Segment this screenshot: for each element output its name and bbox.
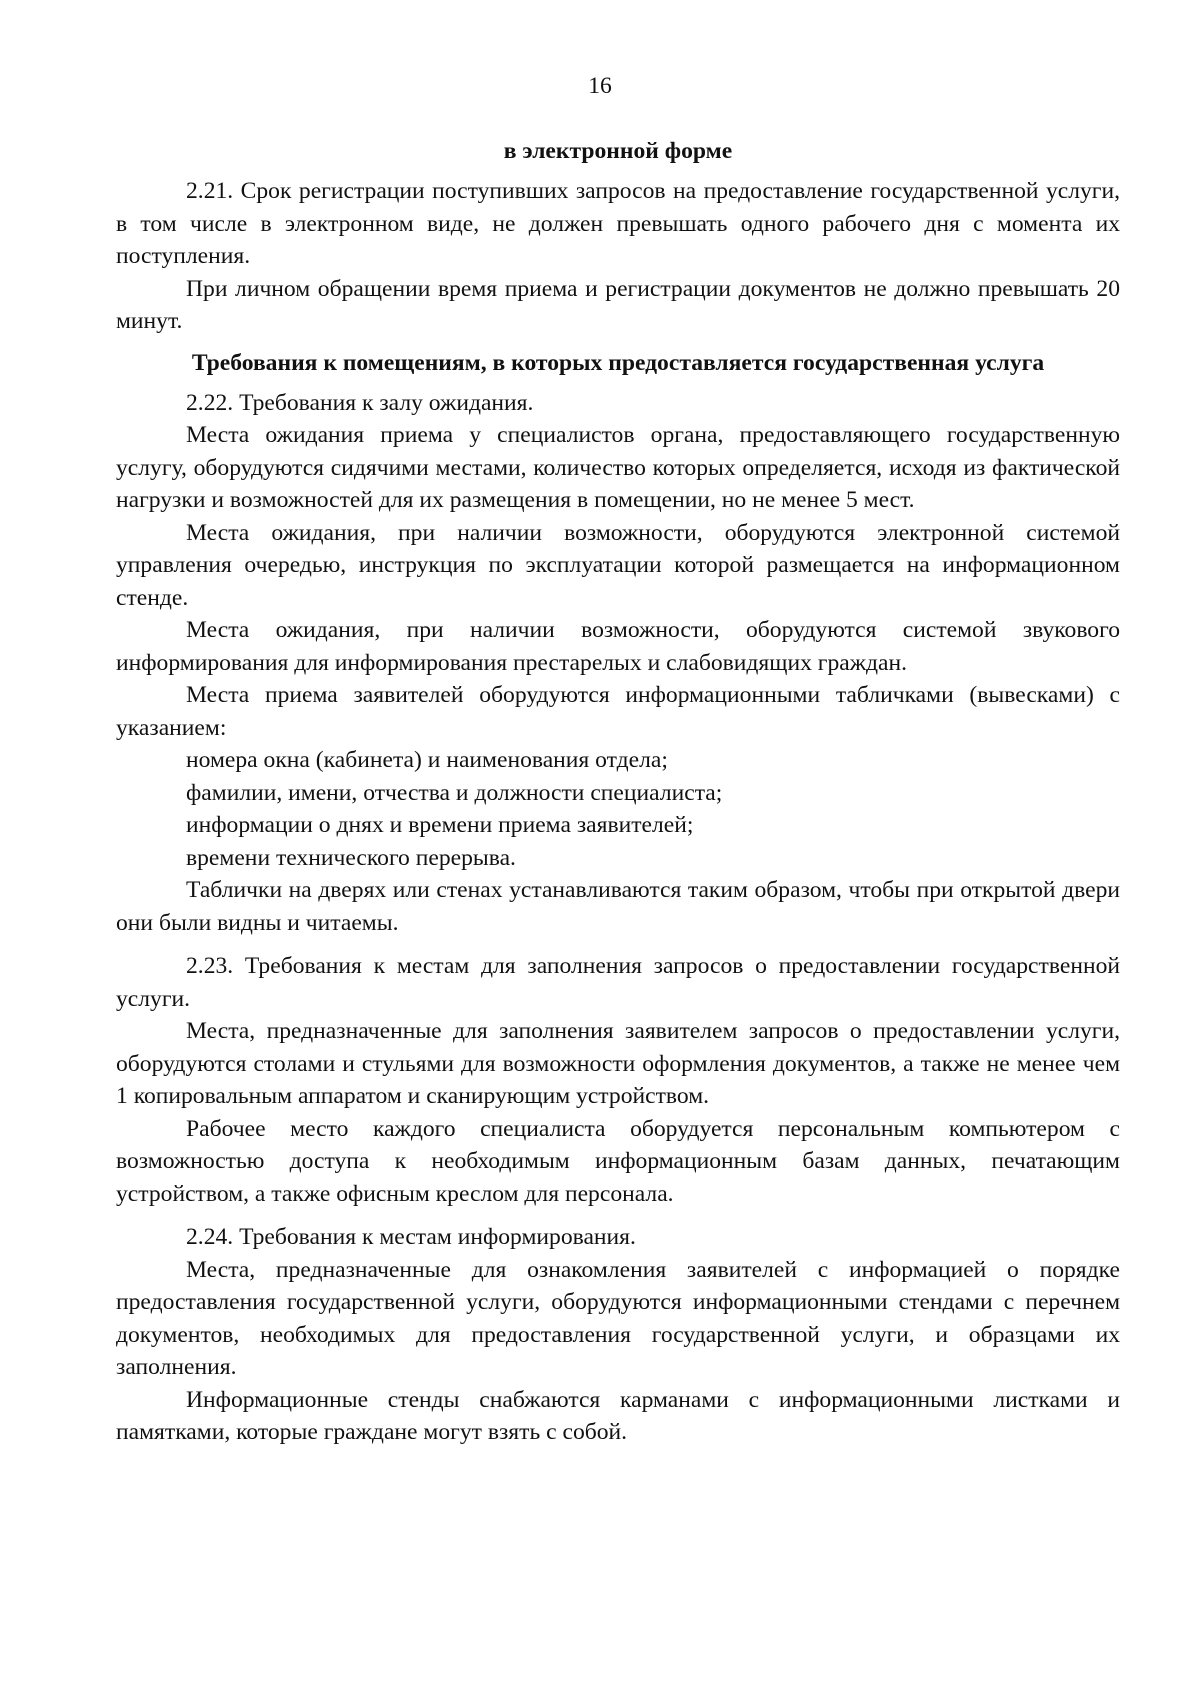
section-heading-electronic-form: в электронной форме	[503, 138, 733, 164]
document-body	[116, 136, 1120, 1449]
paragraph-sound-system: Места ожидания, при наличии возможности, оборудуются системой звукового информирования для информирования престарелых и слабовидящих граждан.	[116, 617, 1120, 676]
paragraph-2-22: 2.22. Требования к залу ожидания.	[186, 389, 534, 416]
list-item-window-number: номера окна (кабинета) и наименования отдела;	[186, 747, 668, 773]
paragraph-filling-places: Места, предназначенные для заполнения заявителем запросов о предоставлении услуги, оборудуются столами и стульями для возможности оформления документов, а также не менее чем 1 копировальным аппаратом и сканирующим устройством.	[116, 1018, 1120, 1109]
list-item-reception-days: информации о днях и времени приема заявителей;	[186, 812, 694, 838]
paragraph-info-plates: Места приема заявителей оборудуются информационными табличками (вывесками) с указанием:	[116, 682, 1120, 741]
list-item-technical-break: времени технического перерыва.	[186, 844, 516, 871]
paragraph-info-places: Места, предназначенные для ознакомления заявителей с информацией о порядке предоставления государственной услуги, оборудуются информационными стендами с перечнем документов, необходимых для предоставления государственной услуги, и образцами их заполнения.	[116, 1256, 1120, 1380]
paragraph-2-23: 2.23. Требования к местам для заполнения запросов о предоставлении государственной услуги.	[116, 953, 1120, 1012]
paragraph-waiting-seats: Места ожидания приема у специалистов органа, предоставляющего государственную услугу, оборудуются сидячими местами, количество которых определяется, исходя из фактической нагрузки и возможностей для их размещения в помещении, но не менее 5 мест.	[116, 422, 1120, 513]
paragraph-queue-system: Места ожидания, при наличии возможности, оборудуются электронной системой управления очередью, инструкция по эксплуатации которой размещается на информационном стенде.	[116, 519, 1120, 611]
paragraph-plates-visibility: Таблички на дверях или стенах устанавливаются таким образом, чтобы при открытой двери они были видны и читаемы.	[116, 877, 1120, 936]
paragraph-personal-visit: При личном обращении время приема и регистрации документов не должно превышать 20 минут.	[116, 275, 1120, 334]
list-item-specialist-name: фамилии, имени, отчества и должности специалиста;	[186, 779, 723, 806]
paragraph-2-24: 2.24. Требования к местам информирования.	[186, 1224, 636, 1250]
paragraph-workplace: Рабочее место каждого специалиста оборудуется персональным компьютером с возможностью доступа к необходимым информационным базам данных, печатающим устройством, а также офисным креслом для персонала.	[116, 1115, 1120, 1207]
section-heading-premises-requirements: Требования к помещениям, в которых предоставляется государственная услуга	[191, 349, 1045, 376]
page-number: 16	[588, 73, 612, 99]
paragraph-info-stands: Информационные стенды снабжаются карманами с информационными листками и памятками, которые граждане могут взять с собой.	[116, 1386, 1120, 1445]
paragraph-2-21: 2.21. Срок регистрации поступивших запросов на предоставление государственной услуги, в том числе в электронном виде, не должен превышать одного рабочего дня с момента их поступления.	[116, 178, 1120, 269]
